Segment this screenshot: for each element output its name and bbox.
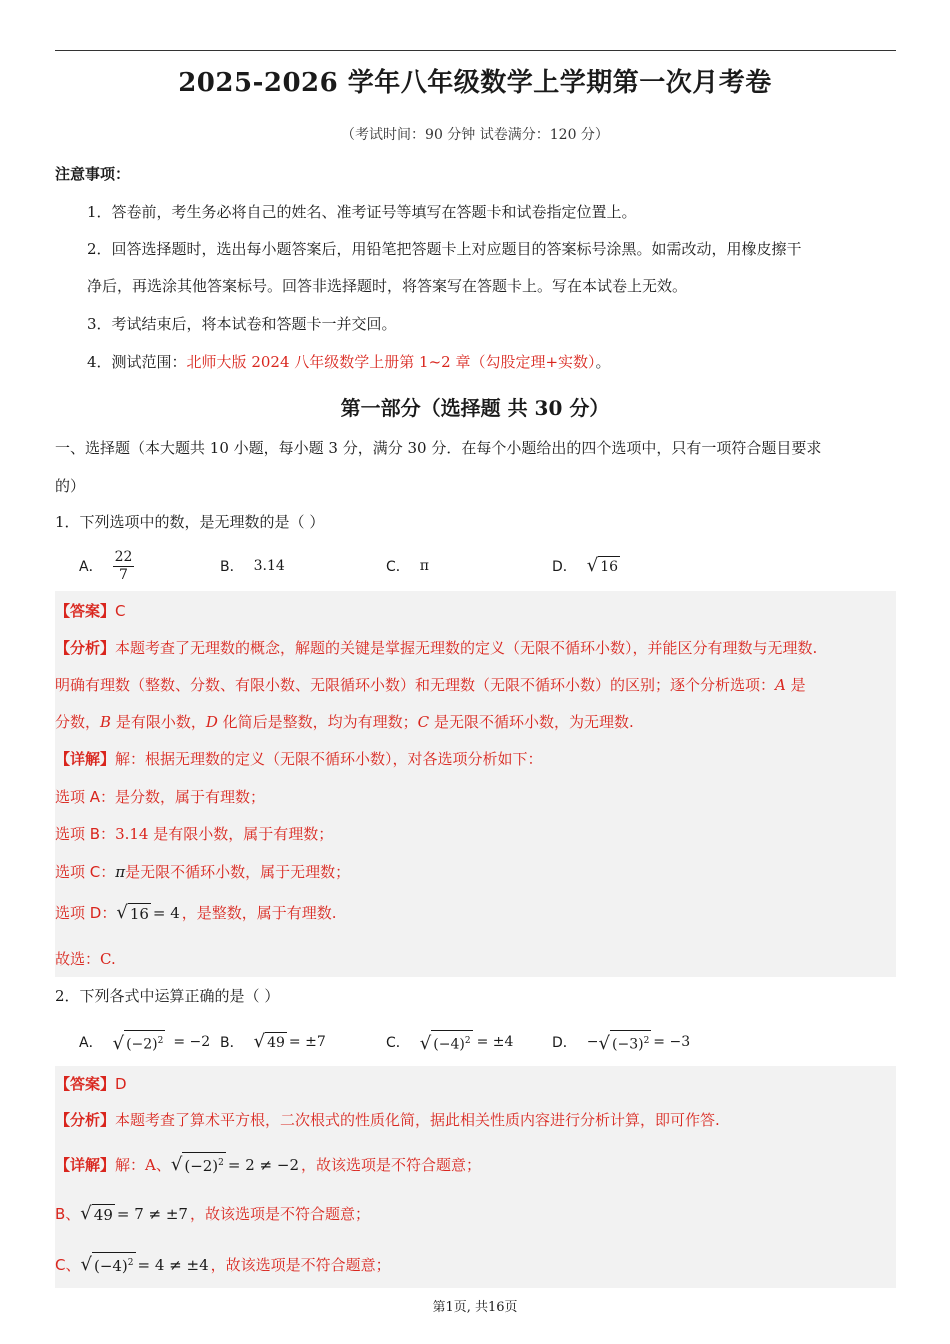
detail-option-d-text: ，是整数，属于有理数.: [181, 904, 337, 922]
fraction-denominator: 7: [119, 566, 128, 583]
exponent: 2: [157, 1036, 164, 1047]
analysis-text-4: 是有限小数，: [115, 713, 206, 731]
radicand: 16: [129, 905, 149, 923]
q1-option-a-fraction: [113, 549, 135, 584]
detail-a-text: ，故该选项是不符合题意；: [301, 1156, 482, 1174]
q1-conclusion: 故选：C.: [55, 950, 116, 968]
q1-answer-box: [55, 591, 896, 977]
q2-analysis: [55, 1110, 896, 1130]
radical-sign: √: [419, 1032, 432, 1054]
exponent: 2: [218, 1158, 224, 1168]
fraction-numerator: 22: [114, 548, 133, 565]
detail-c-sqrt: [80, 1252, 135, 1275]
q1-option-b: [220, 546, 285, 586]
note-item-4-suffix: 。: [595, 353, 611, 371]
page-footer: 第1页, 共16页: [432, 1300, 518, 1315]
q2-option-d-label: D．: [552, 1035, 577, 1051]
section-title: 第一部分（选择题 共 30 分）: [340, 396, 610, 420]
analysis-letter-a: A: [775, 676, 786, 694]
analysis-text-1: 本题考查了无理数的概念，解题的关键是掌握无理数的定义（无限不循环小数），并能区分有理数与无理数.: [115, 639, 818, 657]
radicand: [124, 1030, 165, 1054]
q2-option-b: [220, 1022, 326, 1062]
analysis-is: 是: [790, 676, 806, 694]
q1-option-a: [79, 546, 134, 586]
q1-options: [55, 546, 897, 586]
analysis-letter-d: D: [205, 713, 218, 731]
radical-sign: √: [253, 1031, 266, 1052]
q2-option-a-label: A．: [79, 1035, 103, 1051]
note-item-2-cont: 净后，再选涂其他答案标号。回答非选择题时，将答案写在答题卡上。写在本试卷上无效。: [87, 277, 688, 295]
q1-option-b-value: 3.14: [253, 558, 285, 574]
radical-sign: √: [112, 1032, 125, 1054]
q2-option-d: [552, 1022, 690, 1062]
q2-detail-c: [55, 1252, 896, 1275]
exam-info: （考试时间：90 分钟 试卷满分：120 分）: [341, 127, 609, 143]
radicand: 49: [93, 1206, 113, 1224]
radical-sign: √: [170, 1154, 183, 1175]
radical-sign: √: [598, 1032, 610, 1054]
radicand-base: (−2): [184, 1157, 219, 1175]
q1-option-d-sqrt: [587, 556, 620, 576]
top-rule: [55, 50, 896, 51]
q1-stem: 1．下列选项中的数，是无理数的是（ ）: [55, 513, 325, 531]
radical-sign: √: [586, 555, 599, 576]
detail-b-rhs: = 7 ≠ ±7: [116, 1205, 188, 1223]
q1-option-c-value: π: [419, 558, 429, 574]
q1-detail-option-d: [55, 903, 896, 923]
detail-b-label: B、: [55, 1205, 81, 1223]
detail-b-sqrt: [80, 1204, 115, 1224]
q2-answer-box: [55, 1066, 896, 1288]
page-title: 2025-2026 学年八年级数学上学期第一次月考卷: [178, 68, 772, 98]
pi-symbol: π: [115, 863, 126, 881]
q2-option-c-sqrt: [420, 1030, 473, 1054]
exponent: 2: [127, 1258, 134, 1268]
q2-option-b-sqrt: [254, 1032, 287, 1052]
detail-a-rhs: = 2 ≠ −2: [227, 1156, 300, 1174]
radical-sign: √: [80, 1254, 92, 1275]
q2-option-c: [386, 1022, 513, 1062]
q2-option-d-rhs: = −3: [653, 1034, 691, 1050]
note-item-4-prefix: 4．测试范围：: [87, 353, 187, 371]
answer-value: C: [115, 602, 126, 620]
q1-analysis-line2: [55, 675, 896, 695]
radicand: [431, 1030, 472, 1054]
q2-options: [55, 1022, 897, 1062]
q2-option-d-sqrt: [599, 1030, 652, 1054]
detail-c-rhs: = 4 ≠ ±4: [137, 1256, 209, 1274]
q1-option-a-label: A．: [79, 559, 103, 575]
analysis-text-5: 化简后是整数，均为有理数；: [222, 713, 418, 731]
detail-option-d-eq: = 4: [152, 904, 180, 922]
analysis-letter-b: B: [100, 713, 112, 731]
q1-option-d-label: D．: [552, 559, 577, 575]
detail-option-c-text: 是无限不循环小数，属于无理数；: [125, 863, 351, 881]
q2-option-a-rhs: = −2: [173, 1034, 211, 1050]
q2-option-c-rhs: = ±4: [476, 1034, 514, 1050]
detail-c-label: C、: [55, 1256, 81, 1274]
q1-option-b-label: B．: [220, 559, 244, 575]
q2-option-b-rhs: = ±7: [288, 1034, 326, 1050]
note-item-3: 3．考试结束后，将本试卷和答题卡一并交回。: [87, 315, 397, 333]
q2-option-d-minus: −: [586, 1034, 599, 1050]
test-range: 北师大版 2024 八年级数学上册第 1~2 章（勾股定理+实数）: [186, 353, 596, 371]
radicand: [182, 1152, 226, 1175]
answer-value: D: [115, 1075, 127, 1093]
answer-tag: 【答案】: [55, 1075, 116, 1093]
detail-option-b-label: 选项 B：: [55, 825, 116, 843]
part1-intro-line2: 的）: [55, 477, 86, 495]
radical-sign: √: [116, 902, 128, 923]
q1-analysis-line3: [55, 712, 896, 732]
detail-option-d-sqrt: [116, 903, 151, 923]
note-item-1: 1．答卷前，考生务必将自己的姓名、准考证号等填写在答题卡和试卷指定位置上。: [87, 203, 637, 221]
analysis-text-2: 明确有理数（整数、分数、有限小数、无限循环小数）和无理数（无限不循环小数）的区别；逐个分析选项：: [55, 676, 776, 694]
radical-sign: √: [80, 1203, 92, 1224]
q2-option-c-label: C．: [386, 1035, 410, 1051]
q2-detail-b: [55, 1204, 896, 1224]
q2-answer: [55, 1074, 896, 1094]
part1-intro-line1: 一、选择题（本大题共 10 小题，每小题 3 分，满分 30 分．在每个小题给出的四个选项中，只有一项符合题目要求: [55, 439, 822, 457]
detail-prefix: 解：A、: [115, 1156, 171, 1174]
detail-tag: 【详解】: [55, 1156, 116, 1174]
exponent: 2: [464, 1036, 471, 1047]
notes-heading: 注意事项：: [55, 165, 131, 183]
q2-detail-a: [55, 1152, 896, 1175]
analysis-tag: 【分析】: [55, 1111, 116, 1129]
radicand: 49: [265, 1032, 287, 1052]
q2-stem: 2．下列各式中运算正确的是（ ）: [55, 987, 280, 1005]
detail-c-text: ，故该选项是不符合题意；: [210, 1256, 391, 1274]
detail-b-text: ，故该选项是不符合题意；: [189, 1205, 370, 1223]
answer-tag: 【答案】: [55, 602, 116, 620]
analysis-letter-c: C: [417, 713, 430, 731]
q1-detail-option-c: [55, 862, 896, 882]
q1-option-c: [386, 546, 429, 586]
radicand-base: (−3): [612, 1036, 644, 1053]
analysis-tag: 【分析】: [55, 639, 116, 657]
radicand: [92, 1252, 136, 1275]
note-item-2: 2．回答选择题时，选出每小题答案后，用铅笔把答题卡上对应题目的答案标号涂黑。如需改动，用橡皮擦干: [87, 240, 802, 258]
detail-text: 解：根据无理数的定义（无限不循环小数），对各选项分析如下：: [115, 750, 543, 768]
q1-detail-option-b: [55, 824, 896, 844]
detail-a-sqrt: [171, 1152, 226, 1175]
q1-option-c-label: C．: [386, 559, 410, 575]
q1-detail-option-a: 选项 A：是分数，属于有理数；: [55, 788, 266, 806]
q2-option-a-sqrt: [113, 1030, 166, 1054]
analysis-text-6: 是无限不循环小数，为无理数.: [433, 713, 634, 731]
detail-option-d-label: 选项 D：: [55, 904, 117, 922]
q1-option-d: [552, 546, 620, 586]
radicand-base: (−4): [93, 1257, 128, 1275]
detail-tag: 【详解】: [55, 750, 116, 768]
analysis-text: 本题考查了算术平方根，二次根式的性质化简，据此相关性质内容进行分析计算，即可作答.: [115, 1111, 720, 1129]
q2-option-b-label: B．: [220, 1035, 244, 1051]
radicand-base: (−4): [433, 1036, 465, 1053]
analysis-text-3: 分数，: [55, 713, 101, 731]
q1-detail: [55, 749, 896, 769]
detail-option-c-label: 选项 C：: [55, 863, 116, 881]
exponent: 2: [643, 1036, 650, 1047]
radicand: 16: [598, 556, 620, 576]
q1-answer: [55, 601, 896, 621]
q1-analysis-line1: [55, 638, 896, 658]
radicand-base: (−2): [126, 1036, 158, 1053]
note-item-4: [55, 352, 897, 372]
q2-option-a: [79, 1022, 210, 1062]
radicand: [610, 1030, 651, 1054]
detail-option-b-text: 3.14 是有限小数，属于有理数；: [115, 825, 334, 843]
